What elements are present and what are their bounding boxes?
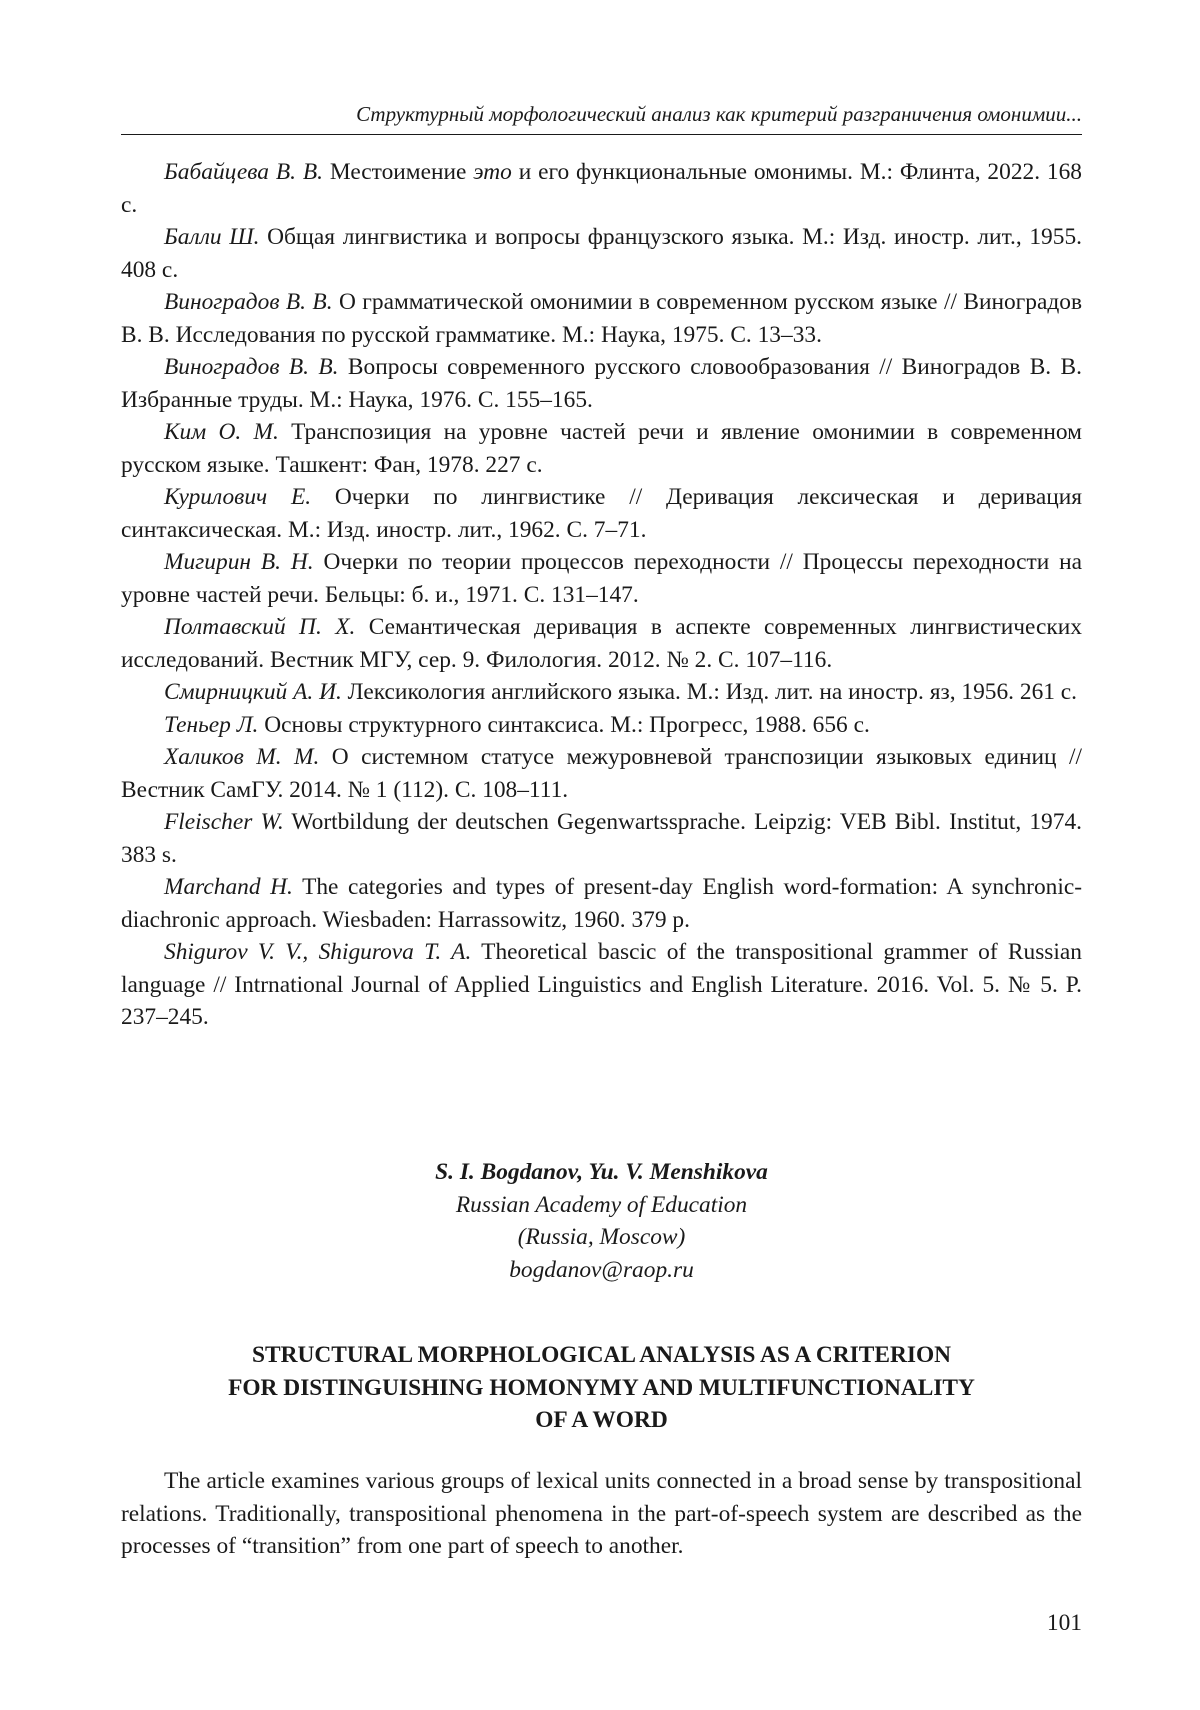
reference-text: Вопросы современного русского словообразования // Виноградов В. В. Избранные труды. М.: Наука, 1976. С. 155–165.: [121, 354, 1082, 413]
reference-text: Местоимение: [322, 159, 474, 185]
reference-item: [121, 481, 1082, 546]
reference-item: [121, 611, 1082, 676]
reference-text: Транспозиция на уровне частей речи и явление омонимии в современном русском языке. Ташкент: Фан, 1978. 227 с.: [121, 419, 1082, 478]
article-title-line: STRUCTURAL MORPHOLOGICAL ANALYSIS AS A CRITERION: [251, 1342, 952, 1368]
author-byline: [121, 1156, 1082, 1286]
reference-text: О грамматической омонимии в современном русском языке // Виноградов В. В. Исследования по русской грамматике. М.: Наука, 1975. С. 13–33.: [121, 289, 1082, 348]
reference-item: [121, 709, 1082, 742]
reference-item: [121, 871, 1082, 936]
reference-text: Семантическая деривация в аспекте современных лингвистических исследований. Вестник МГУ, сер. 9. Филология. 2012. № 2. С. 107–116.: [121, 614, 1082, 673]
reference-text: Очерки по лингвистике // Деривация лексическая и деривация синтаксическая. М.: Изд. иностр. лит., 1962. С. 7–71.: [121, 484, 1082, 543]
reference-item: [121, 936, 1082, 1034]
reference-item: [121, 416, 1082, 481]
reference-item: [121, 221, 1082, 286]
reference-item: [121, 351, 1082, 416]
reference-text: Лексикология английского языка. М.: Изд. лит. на иностр. яз, 1956. 261 с.: [341, 679, 1078, 705]
reference-item: [121, 676, 1082, 709]
reference-author: Fleischer W.: [164, 809, 284, 835]
author-location: (Russia, Moscow): [517, 1224, 686, 1250]
reference-author: Shigurov V. V., Shigurova T. A.: [164, 939, 472, 965]
header-divider: [121, 134, 1082, 135]
reference-italic-term: это: [473, 159, 512, 185]
reference-author: Бабайцева В. В.: [164, 159, 323, 185]
reference-author: Виноградов В. В.: [164, 354, 339, 380]
reference-item: [121, 546, 1082, 611]
article-title-line: FOR DISTINGUISHING HOMONYMY AND MULTIFUNCTIONALITY: [228, 1374, 975, 1401]
reference-item: [121, 156, 1082, 221]
reference-text: Очерки по теории процессов переходности // Процессы переходности на уровне частей речи. Бельцы: б. и., 1971. С. 131–147.: [121, 549, 1082, 608]
reference-author: Курилович Е.: [164, 484, 312, 510]
reference-text: и его функциональные омонимы. М.: Флинта, 2022. 168 с.: [121, 159, 1083, 218]
running-head: Структурный морфологический анализ как критерий разграничения омонимии...: [356, 102, 1082, 126]
reference-list: [121, 156, 1082, 1034]
reference-author: Виноградов В. В.: [164, 289, 333, 315]
abstract-paragraph: The article examines various groups of lexical units connected in a broad sense by transpositional relations. Traditionally, transpositional phenomena in the part-of-speech system are described as the processes of “transition” from one part of speech to another.: [121, 1468, 1082, 1559]
article-title-line: OF A WORD: [535, 1407, 668, 1433]
reference-author: Халиков М. М.: [164, 744, 320, 770]
reference-author: Смирницкий А. И.: [164, 679, 342, 705]
reference-text: О системном статусе межуровневой транспозиции языковых единиц // Вестник СамГУ. 2014. № 1 (112). С. 108–111.: [121, 744, 1082, 803]
author-affiliation: Russian Academy of Education: [455, 1191, 748, 1218]
author-names: S. I. Bogdanov, Yu. V. Menshikova: [435, 1159, 768, 1185]
reference-text: Основы структурного синтаксиса. М.: Прогресс, 1988. 656 с.: [258, 711, 870, 738]
reference-item: [121, 286, 1082, 351]
reference-author: Marchand H.: [164, 874, 293, 900]
reference-text: Общая лингвистика и вопросы французского языка. М.: Изд. иностр. лит., 1955. 408 с.: [121, 224, 1082, 283]
reference-text: Wortbildung der deutschen Gegenwartssprache. Leipzig: VEB Bibl. Institut, 1974. 383 s.: [121, 809, 1082, 868]
author-email: bogdanov@raop.ru: [509, 1256, 694, 1283]
page-number: 101: [1046, 1610, 1082, 1636]
reference-author: Балли Ш.: [164, 224, 260, 250]
page: [121, 0, 1082, 1710]
reference-text: Theoretical bascic of the transpositional grammer of Russian language // Intrnational Journal of Applied Linguistics and English Literature. 2016. Vol. 5. № 5. P. 237–245.: [121, 939, 1082, 1030]
reference-author: Теньер Л.: [164, 711, 259, 738]
article-title: [121, 1339, 1082, 1437]
reference-author: Полтавский П. Х.: [164, 614, 356, 640]
reference-item: [121, 741, 1082, 806]
reference-text: The categories and types of present-day English word-formation: A synchronic-diachronic approach. Wiesbaden: Harrassowitz, 1960. 379 p.: [121, 874, 1083, 933]
reference-author: Ким О. М.: [164, 419, 279, 445]
reference-item: [121, 806, 1082, 871]
reference-author: Мигирин В. Н.: [164, 549, 314, 575]
